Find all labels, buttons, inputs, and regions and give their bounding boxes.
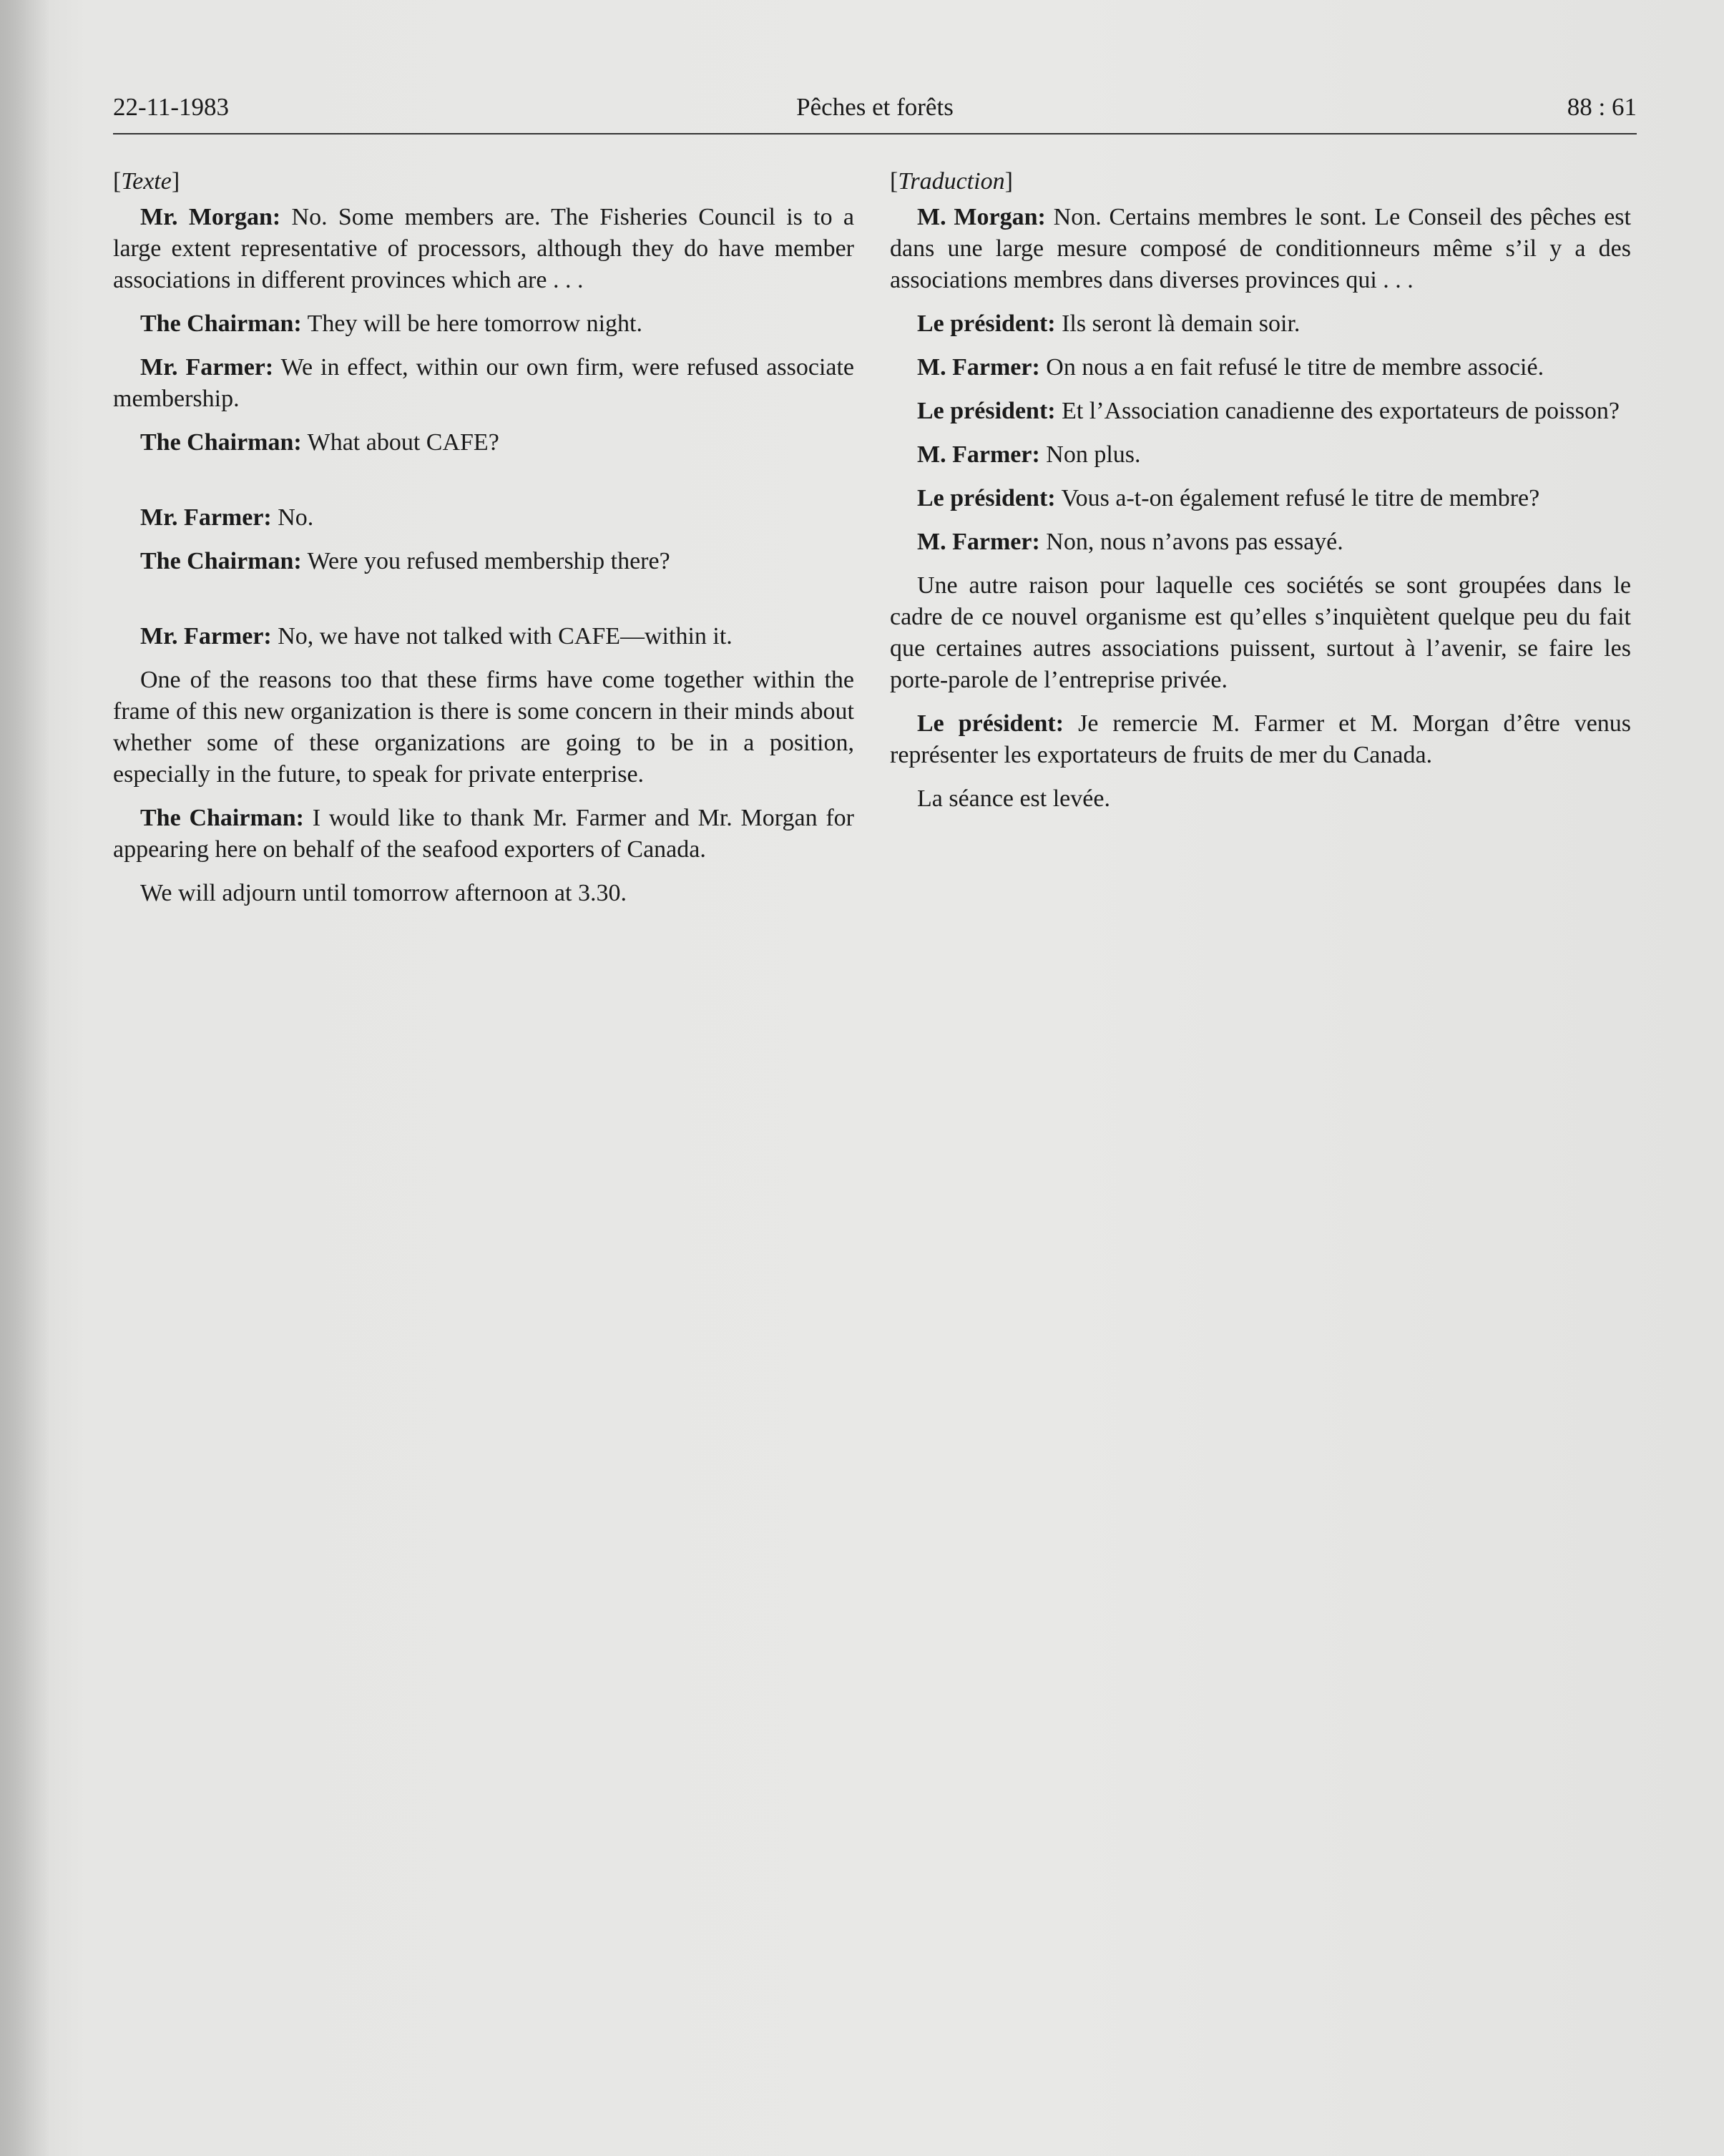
header-page-number: 88 : 61: [1567, 93, 1637, 121]
paragraph: [890, 439, 1631, 471]
speech-text: What about CAFE?: [307, 429, 499, 456]
speech-text: Ils seront là demain soir.: [1062, 310, 1301, 337]
speaker-label: Mr. Morgan:: [140, 204, 281, 230]
paragraph: [113, 803, 854, 866]
speech-text: Were you refused membership there?: [307, 548, 670, 574]
paragraph: [890, 483, 1631, 514]
paragraph: [113, 308, 854, 340]
header-title: Pêches et forêts: [796, 93, 954, 121]
speech-text: Non, nous n’avons pas essayé.: [1046, 529, 1343, 555]
speech-text: Vous a-t-on également refusé le titre de membre?: [1061, 485, 1540, 511]
speaker-label: Mr. Farmer:: [140, 354, 274, 381]
speaker-label: M. Farmer:: [917, 354, 1040, 381]
paragraph: [113, 427, 854, 459]
speech-text: One of the reasons too that these firms have come together within the frame of this new organization is there is some concern in their minds about whether some of these organizations are going to be in a position, especially in the future, to speak for private enterprise.: [113, 667, 854, 788]
speech-text: We in effect, within our own firm, were refused associate membership.: [113, 354, 855, 412]
speaker-label: Le président:: [917, 485, 1056, 511]
speech-text: No.: [278, 504, 314, 531]
speaker-label: The Chairman:: [140, 429, 302, 456]
speech-text: I would like to thank Mr. Farmer and Mr. Morgan for appearing here on behalf of the seafood exporters of Canada.: [113, 805, 855, 863]
paragraph: [890, 783, 1631, 815]
paragraph: [890, 308, 1631, 340]
speech-text: Non. Certains membres le sont. Le Conseil des pêches est dans une large mesure composé de conditionneurs même s’il y a des associations membres dans diverses provinces qui . . .: [890, 204, 1631, 293]
speaker-label: Le président:: [917, 710, 1064, 737]
speaker-label: Mr. Farmer:: [140, 504, 272, 531]
header-date: 22-11-1983: [113, 93, 230, 121]
paragraph: [890, 202, 1631, 296]
speech-text: Et l’Association canadienne des exportateurs de poisson?: [1062, 398, 1620, 424]
speech-text: We will adjourn until tomorrow afternoon at 3.30.: [140, 880, 627, 906]
paragraph: [890, 352, 1631, 383]
speech-text: Une autre raison pour laquelle ces sociétés se sont groupées dans le cadre de ce nouvel organisme est qu’elles s’inquiètent quelque peu du fait que certaines autres associations puissent, surtout à l’avenir, se faire les porte-parole de l’entreprise privée.: [890, 572, 1631, 693]
speaker-label: M. Morgan:: [917, 204, 1046, 230]
speech-text: La séance est levée.: [917, 785, 1110, 812]
speaker-label: The Chairman:: [140, 310, 302, 337]
paragraph: [113, 546, 854, 577]
speaker-label: The Chairman:: [140, 805, 304, 831]
speech-text: No. Some members are. The Fisheries Council is to a large extent representative of processors, although they do have member associations in different provinces which are . . .: [113, 204, 854, 293]
speaker-label: The Chairman:: [140, 548, 302, 574]
paragraph: [890, 396, 1631, 427]
language-marker-french: [Traduction]: [890, 168, 1013, 195]
speaker-label: Le président:: [917, 310, 1056, 337]
paragraph: [113, 621, 854, 652]
speech-text: Non plus.: [1046, 441, 1141, 468]
page-spine-shadow: [0, 0, 50, 2156]
speech-text: Je remercie M. Farmer et M. Morgan d’être venus représenter les exportateurs de fruits de mer du Canada.: [890, 710, 1632, 768]
speaker-label: M. Farmer:: [917, 529, 1040, 555]
running-header: [113, 93, 1637, 134]
paragraph: [113, 202, 854, 296]
french-column: [890, 166, 1631, 827]
paragraph: [890, 570, 1631, 696]
speech-text: They will be here tomorrow night.: [307, 310, 642, 337]
paragraph: [890, 708, 1631, 771]
paragraph: [113, 502, 854, 534]
speaker-label: Le président:: [917, 398, 1056, 424]
speech-text: No, we have not talked with CAFE—within it.: [278, 623, 733, 650]
speaker-label: Mr. Farmer:: [140, 623, 272, 650]
paragraph: [113, 665, 854, 790]
paragraph: [113, 878, 854, 909]
paragraph: [113, 352, 854, 415]
english-column: [113, 166, 854, 921]
speaker-label: M. Farmer:: [917, 441, 1040, 468]
language-marker-english: [Texte]: [113, 168, 180, 195]
paragraph: [890, 526, 1631, 558]
speech-text: On nous a en fait refusé le titre de membre associé.: [1046, 354, 1544, 381]
